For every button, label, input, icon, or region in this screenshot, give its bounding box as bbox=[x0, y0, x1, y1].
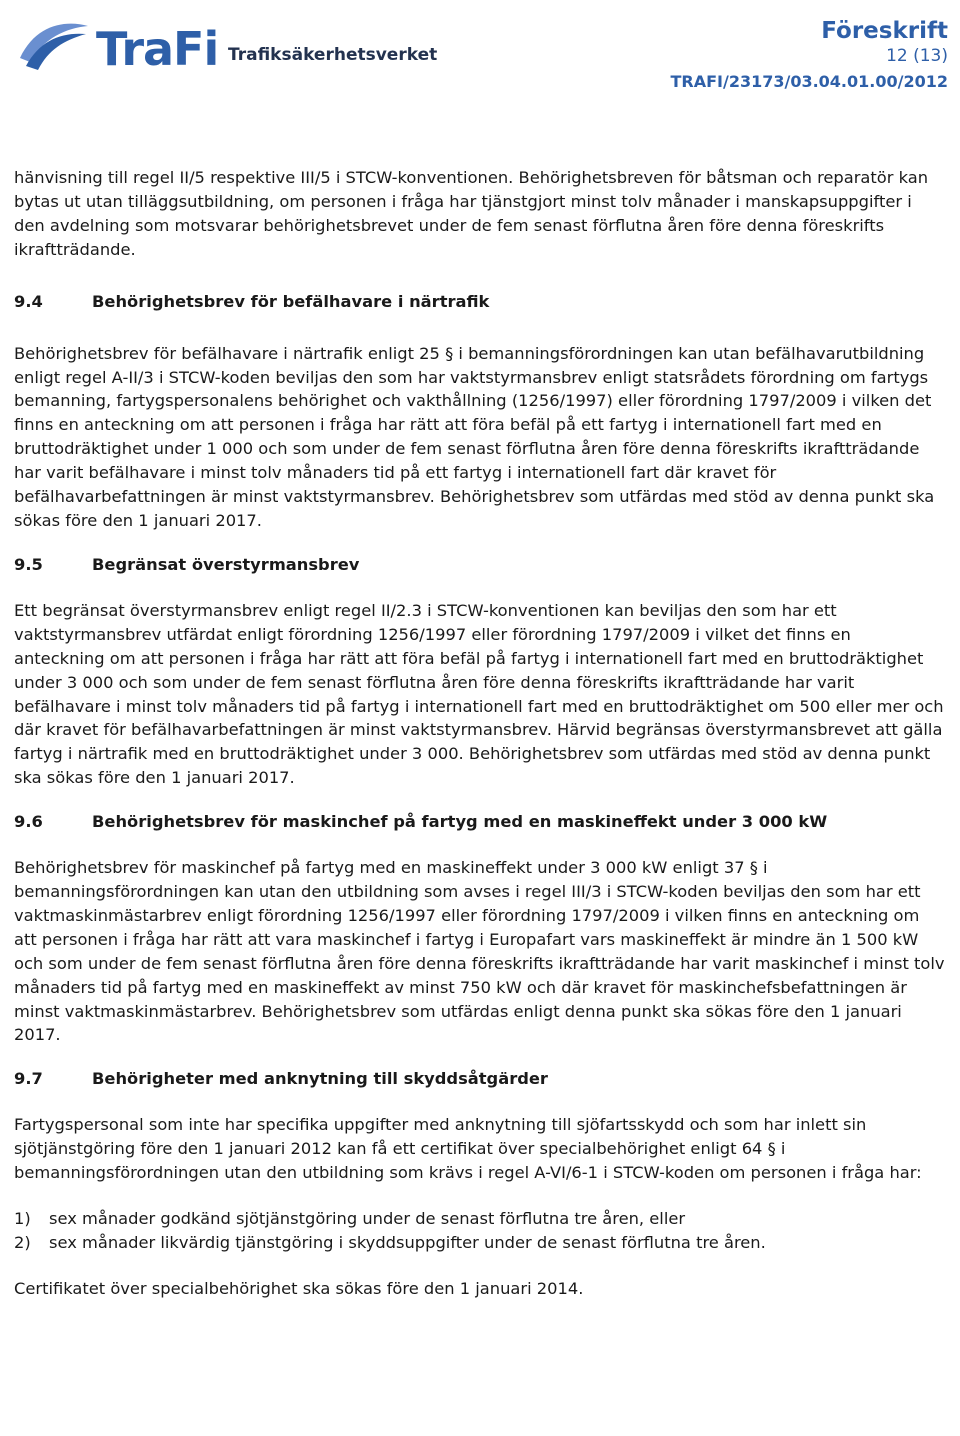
section-9-6-heading bbox=[14, 810, 946, 834]
section-9-5-heading bbox=[14, 553, 946, 577]
trafi-logo bbox=[16, 18, 438, 78]
logo-wordmark: TraFi bbox=[96, 22, 219, 76]
section-title: Behörigheter med anknytning till skyddsåtgärder bbox=[92, 1069, 548, 1089]
section-number: 9.4 bbox=[14, 291, 43, 311]
section-number: 9.7 bbox=[14, 1069, 43, 1089]
section-title: Behörighetsbrev för maskinchef på fartyg med en maskineffekt under 3 000 kW bbox=[92, 812, 828, 832]
section-9-4-body: Behörighetsbrev för befälhavare i närtrafik enligt 25 § i bemanningsförordningen kan utan befälhavarutbildning enligt regel A-II/3 i STCW-koden beviljas den som har vaktstyrmansbrev enligt statsrådets förordning om fartygs bemanning, fartygspersonalens behörighet och vakthållning (1256/1997) eller förordning 1797/2009 i vilken det finns en anteckning om att personen i fråga har rätt att föra befäl på ett fartyg i internationell fart med en bruttodräktighet under 1 000 och som under de fem senast förflutna åren före denna föreskrifts ikraftträdande har varit befälhavare i minst tolv månaders tid på ett fartyg i internationell fart där kravet för befälhavarbefattningen är minst vaktstyrmansbrev. Behörighetsbrev som utfärdas med stöd av denna punkt ska sökas före den 1 januari 2017. bbox=[14, 343, 935, 530]
list-item bbox=[14, 1207, 946, 1231]
section-title: Behörighetsbrev för befälhavare i närtrafik bbox=[92, 291, 490, 311]
list-item-number: 1) bbox=[14, 1209, 31, 1229]
section-9-6-body: Behörighetsbrev för maskinchef på fartyg med en maskineffekt under 3 000 kW enligt 37 § i bemanningsförordningen kan utan den utbildning som avses i regel III/3 i STCW-koden beviljas den som har ett vaktmaskinmästarbrev enligt förordning 1256/1997 eller förordning 1797/2009 i vilken finns en anteckning om att personen i fråga har rätt att vara maskinchef i fartyg i Europafart vars maskineffekt är mindre än 1 500 kW och som under de fem senast förflutna åren före denna föreskrifts ikraftträdande har varit maskinchef i minst tolv månaders tid på fartyg med en maskineffekt av minst 750 kW och där kravet för maskinchefsbefattningen är minst vaktmaskinmästarbrev. Behörighetsbrev som utfärdas enligt denna punkt ska sökas före den 1 januari 2017. bbox=[14, 858, 945, 1045]
page-header bbox=[0, 0, 960, 110]
document-body bbox=[14, 166, 946, 1301]
section-9-4-heading bbox=[14, 290, 946, 314]
list-item-text: sex månader godkänd sjötjänstgöring under de senast förflutna tre åren, eller bbox=[49, 1209, 686, 1229]
logo-subtitle: Trafiksäkerhetsverket bbox=[228, 45, 438, 65]
list-item bbox=[14, 1231, 946, 1255]
document-reference: TRAFI/23173/03.04.01.00/2012 bbox=[670, 72, 948, 91]
trafi-swoosh-icon bbox=[16, 18, 92, 76]
section-9-7-heading bbox=[14, 1067, 946, 1091]
requirements-list bbox=[14, 1207, 946, 1255]
section-number: 9.5 bbox=[14, 554, 43, 574]
section-9-7-body: Fartygspersonal som inte har specifika uppgifter med anknytning till sjöfartsskydd och som har inlett sin sjötjänstgöring före den 1 januari 2012 kan få ett certifikat över specialbehörighet enligt 64 § i bemanningsförordningen utan den utbildning som krävs i regel A-VI/6-1 i STCW-koden om personen i fråga har: bbox=[14, 1115, 922, 1183]
document-type: Föreskrift bbox=[821, 18, 948, 44]
section-9-5-body: Ett begränsat överstyrmansbrev enligt regel II/2.3 i STCW-konventionen kan beviljas den som har ett vaktstyrmansbrev utfärdat enligt förordning 1256/1997 eller förordning 1797/2009 i vilket det finns en anteckning om att personen i fråga har rätt att föra befäl på fartyg i internationell fart med en bruttodräktighet under 3 000 och som under de fem senast förflutna åren före denna föreskrifts ikraftträdande har varit befälhavare i minst tolv månaders tid på fartyg i internationell fart med en bruttodräktighet om 500 eller mer och där kravet för befälhavarbefattningen är minst vaktstyrmansbrev. Härvid begränsas överstyrmansbrevet att gälla fartyg i närtrafik med en bruttodräktighet under 3 000. Behörighetsbrev som utfärdas med stöd av denna punkt ska sökas före den 1 januari 2017. bbox=[14, 600, 944, 788]
list-item-text: sex månader likvärdig tjänstgöring i skyddsuppgifter under de senast förflutna tre åren. bbox=[49, 1233, 766, 1252]
list-item-number: 2) bbox=[14, 1233, 31, 1252]
section-number: 9.6 bbox=[14, 812, 43, 832]
intro-paragraph: hänvisning till regel II/5 respektive III/5 i STCW-konventionen. Behörighetsbreven för båtsman och reparatör kan bytas ut utan tilläggsutbildning, om personen i fråga har tjänstgjort minst tolv månader i manskapsuppgifter i den avdelning som motsvarar behörighetsbrevet under de fem senast förflutna åren före denna föreskrifts ikraftträdande. bbox=[14, 168, 929, 259]
closing-paragraph: Certifikatet över specialbehörighet ska sökas före den 1 januari 2014. bbox=[14, 1278, 584, 1298]
section-title: Begränsat överstyrmansbrev bbox=[92, 554, 360, 574]
header-meta bbox=[670, 18, 948, 94]
page-number: 12 (13) bbox=[886, 46, 948, 66]
